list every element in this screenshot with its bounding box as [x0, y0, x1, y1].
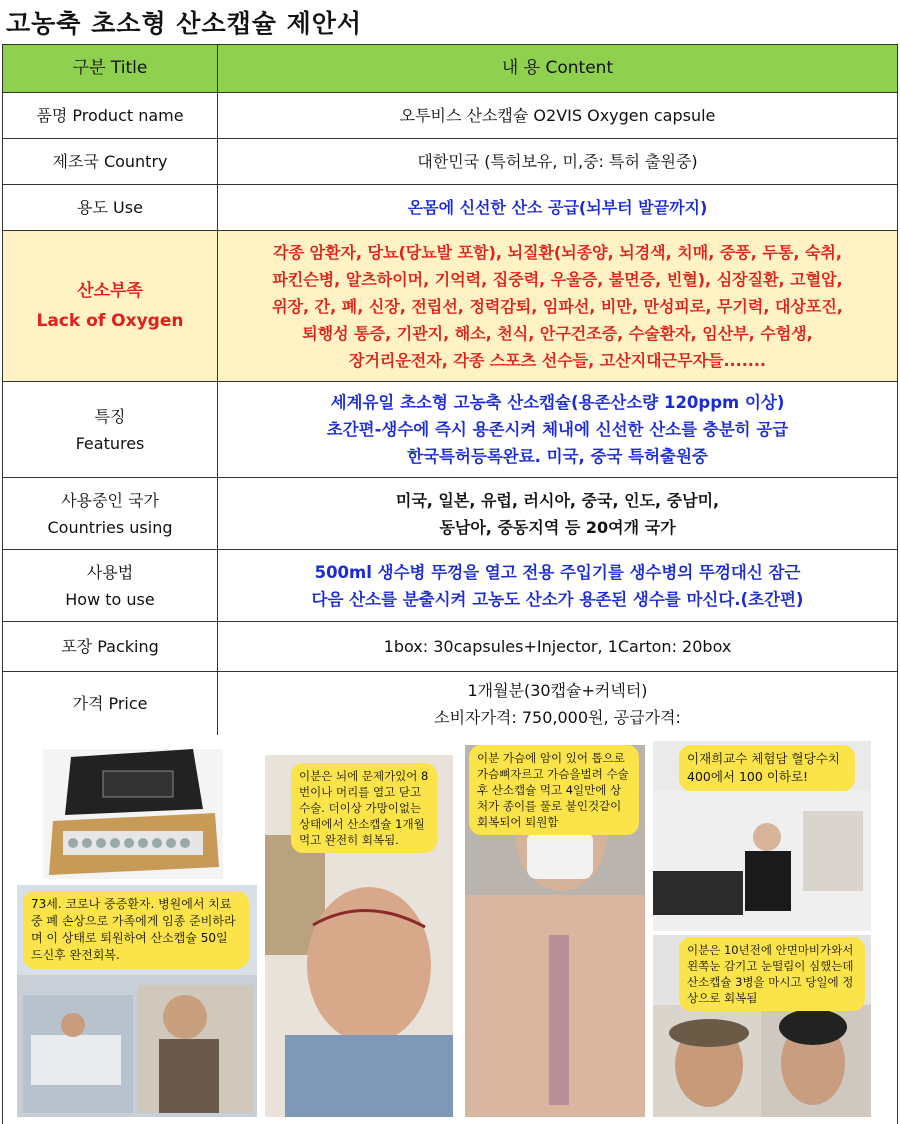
professor-testimonial-bubble: 이재희교수 체험담 혈당수치 400에서 100 이하로! [679, 745, 855, 791]
lack-line: 각종 암환자, 당뇨(당뇨발 포함), 뇌질환(뇌종양, 뇌경색, 치매, 중풍, 두통, 숙취, [273, 242, 842, 262]
header-content: 내 용 Content [218, 45, 898, 93]
row-features [3, 382, 898, 478]
lack-label-en: Lack of Oxygen [36, 311, 184, 331]
chest-testimonial-bubble: 이분 가슴에 암이 있어 톱으로 가슴뼈자르고 가슴을벌려 수술후 산소캡슐 먹고 4일만에 상처가 종이를 풀로 붙인것같이 회복되어 퇴원함 [469, 745, 639, 835]
product-box-image [43, 749, 223, 879]
features-label-ko: 특징 [94, 406, 126, 426]
row-use [3, 185, 898, 231]
product-box-photo [43, 749, 223, 879]
howto-line: 다음 산소를 분출시켜 고농도 산소가 용존된 생수를 마신다.(초간편) [311, 589, 804, 609]
row-country [3, 139, 898, 185]
row-packing [3, 622, 898, 672]
countries-line: 미국, 일본, 유럽, 러시아, 중국, 인도, 중남미, [395, 490, 720, 510]
features-label [3, 382, 218, 478]
features-line: 세계유일 초소형 고농축 산소캡슐(용존산소량 120ppm 이상) [330, 393, 785, 412]
features-value [218, 382, 898, 478]
face-testimonial-bubble: 이분은 10년전에 안면마비가와서 왼쪽눈 감기고 눈떨림이 심했는데 산소캡슐 3병을 마시고 당일에 정상으로 회복됨 [679, 937, 865, 1011]
howto-label [3, 550, 218, 622]
countries-value [218, 478, 898, 550]
packing-value: 1box: 30capsules+Injector, 1Carton: 20box [218, 622, 898, 672]
use-value: 온몸에 신선한 산소 공급(뇌부터 발끝까지) [218, 185, 898, 231]
countries-label [3, 478, 218, 550]
features-line: 초간편-생수에 즉시 용존시켜 체내에 신선한 산소를 충분히 공급 [326, 420, 789, 439]
face-paralysis-photo [653, 935, 871, 1117]
price-line: 1개월분(30캡슐+커넥터) [467, 680, 648, 700]
howto-line: 500ml 생수병 뚜껑을 열고 전용 주입기를 생수병의 뚜껑대신 잠근 [314, 562, 801, 582]
countries-line: 동남아, 중동지역 등 20여개 국가 [439, 517, 676, 537]
lack-label-ko: 산소부족 [77, 281, 143, 301]
use-label: 용도 Use [3, 185, 218, 231]
howto-label-en: How to use [65, 589, 155, 609]
professor-video-photo [653, 741, 871, 931]
lack-line: 위장, 간, 폐, 신장, 전립선, 정력감퇴, 임파선, 비만, 만성피로, 무기력, 대상포진, [272, 296, 843, 316]
price-label: 가격 Price [3, 672, 218, 736]
lack-line: 장거리운전자, 각종 스포츠 선수들, 고산지대근무자들....... [348, 350, 767, 370]
howto-value [218, 550, 898, 622]
document-title: 고농축 초소형 산소캡슐 제안서 [6, 9, 363, 38]
lack-line: 퇴행성 통증, 기관지, 해소, 천식, 안구건조증, 수술환자, 임산부, 수험생, [302, 323, 813, 343]
row-countries [3, 478, 898, 550]
head-surgery-photo [265, 755, 453, 1117]
country-value: 대한민국 (특허보유, 미,중: 특허 출원중) [218, 139, 898, 185]
product-value: 오투비스 산소캡슐 O2VIS Oxygen capsule [218, 93, 898, 139]
countries-label-en: Countries using [47, 517, 173, 537]
lack-line: 파킨슨병, 알츠하이머, 기억력, 집중력, 우울증, 불면증, 빈혈), 심장질환, 고혈압, [272, 269, 843, 289]
header-title: 구분 Title [3, 45, 218, 93]
chest-surgery-photo [465, 745, 645, 1117]
price-line: 소비자가격: 750,000원, 공급가격: [434, 707, 681, 727]
spec-table [2, 44, 898, 736]
table-header-row [3, 45, 898, 93]
head-testimonial-bubble: 이분은 뇌에 문제가있어 8번이나 머리를 열고 닫고 수술. 더이상 가망이없는 상태에서 산소캡슐 1개월먹고 완전히 회복됨. [291, 763, 437, 853]
covid-testimonial-bubble: 73세. 코로나 중증환자. 병원에서 치료중 폐 손상으로 가족에게 임종 준비하라며 이 상태로 퇴원하여 산소캡슐 50일 드신후 완전회복. [23, 891, 249, 969]
country-label: 제조국 Country [3, 139, 218, 185]
lack-value [218, 231, 898, 382]
row-lack-of-oxygen [3, 231, 898, 382]
product-label: 품명 Product name [3, 93, 218, 139]
row-howto [3, 550, 898, 622]
covid-patient-photo [17, 885, 257, 1117]
features-line: 한국특허등록완료. 미국, 중국 특허출원중 [407, 447, 708, 466]
price-value [218, 672, 898, 736]
lack-label [3, 231, 218, 382]
countries-label-ko: 사용중인 국가 [61, 490, 159, 510]
packing-label: 포장 Packing [3, 622, 218, 672]
features-label-en: Features [75, 433, 145, 453]
row-product [3, 93, 898, 139]
row-price [3, 672, 898, 736]
howto-label-ko: 사용법 [86, 562, 134, 582]
testimonial-photos [2, 735, 898, 1124]
